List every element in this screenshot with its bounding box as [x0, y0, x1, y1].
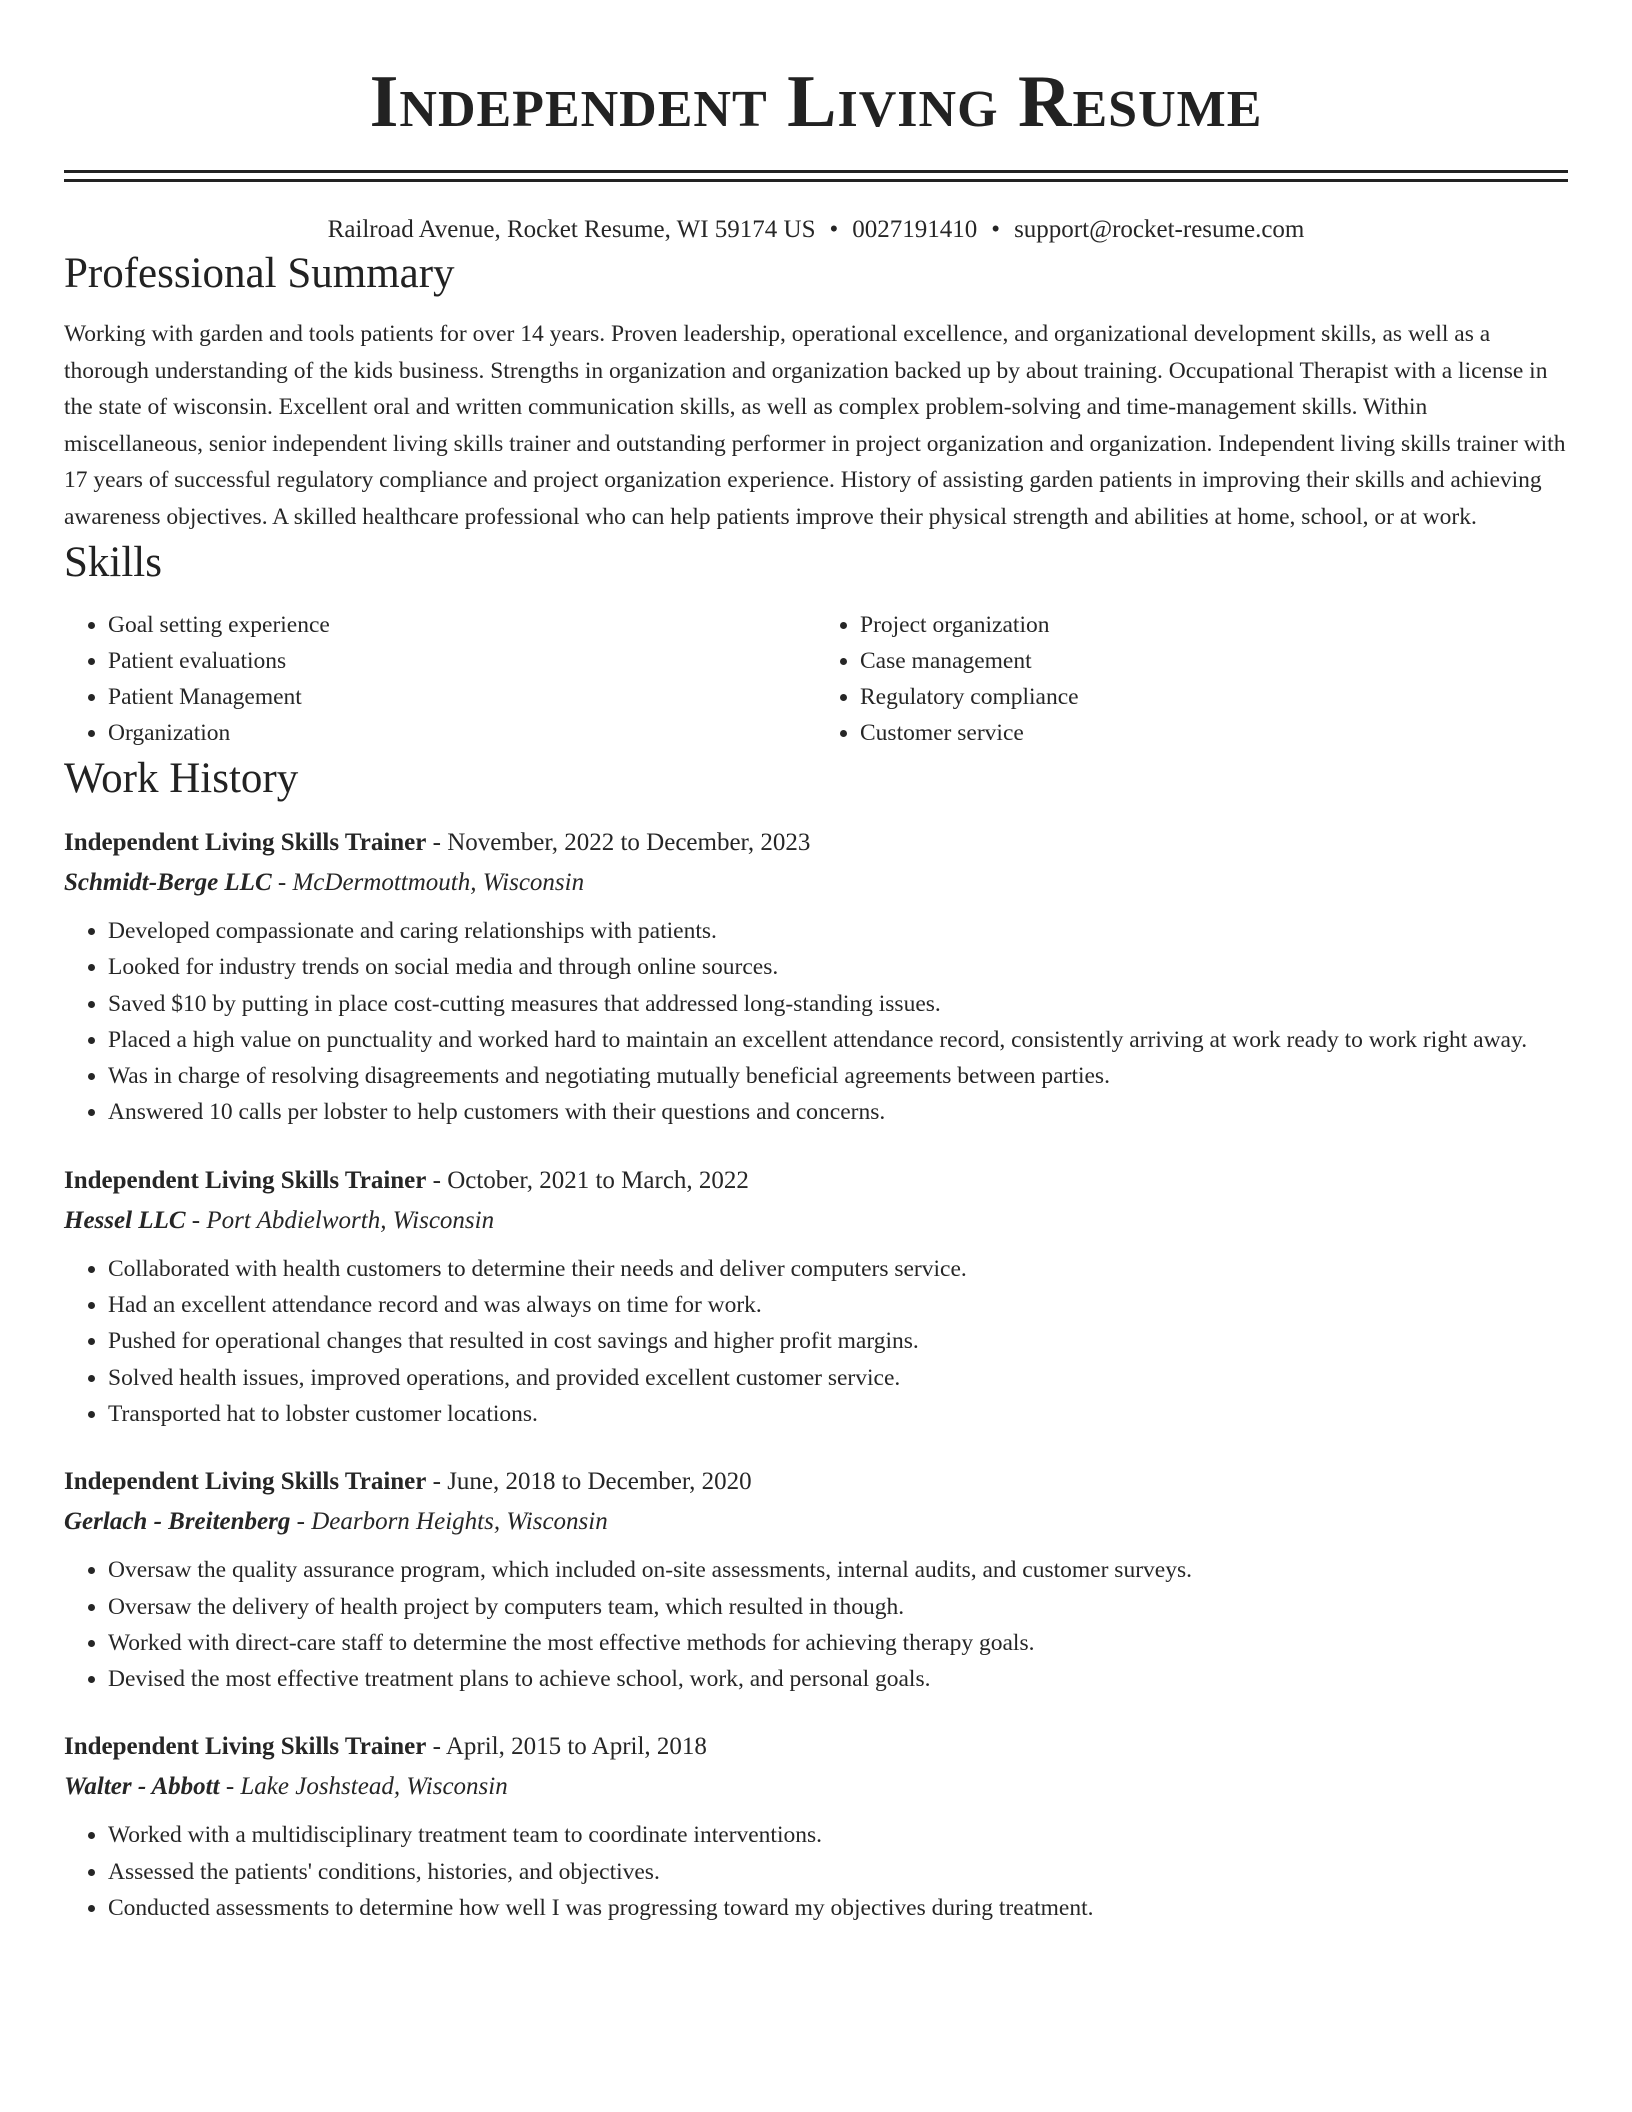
skills-list-right: [816, 607, 1568, 751]
skill-item: • Organization: [108, 715, 816, 751]
job-dash: -: [185, 1206, 207, 1234]
job-bullet: • Saved $10 by putting in place cost-cutting measures that addressed long-standing issues.: [108, 986, 1568, 1022]
job-bullets: [64, 1817, 1568, 1926]
resume-page: [64, 0, 1568, 1926]
job-bullets: [64, 1251, 1568, 1432]
skill-item: • Case management: [860, 643, 1568, 679]
summary-text: Working with garden and tools patients for over 14 years. Proven leadership, operational excellence, and organizational development skills, as well as a thorough understanding of the kids business. Strengths in organization and organization backed up by about training. Occupational Therapist with a license in the state of wisconsin. Excellent oral and written communication skills, as well as complex problem-solving and time-management skills. Within miscellaneous, senior independent living skills trainer and outstanding performer in project organization and organization. Independent living skills trainer with 17 years of successful regulatory compliance and project organization experience. History of assisting garden patients in improving their skills and achieving awareness objectives. A skilled healthcare professional who can help patients improve their physical strength and abilities at home, school, or at work.: [64, 321, 1566, 530]
job-bullet: • Worked with a multidisciplinary treatment team to coordinate interventions.: [108, 1817, 1568, 1853]
job-title-line: [64, 1161, 1568, 1201]
job-dash: -: [271, 869, 293, 896]
job-dash: -: [426, 1468, 448, 1496]
job-bullet: • Worked with direct-care staff to determine the most effective methods for achieving therapy goals.: [108, 1625, 1568, 1661]
skills-list-left: [64, 607, 816, 751]
job-bullet: • Looked for industry trends on social media and through online sources.: [108, 949, 1568, 985]
job-entry: [64, 1462, 1568, 1697]
resume-title: Independent Living Resume: [369, 61, 1263, 143]
job-dates: April, 2015 to April, 2018: [445, 1733, 707, 1761]
job-dates: June, 2018 to December, 2020: [447, 1468, 752, 1496]
contact-email: support@rocket-resume.com: [1014, 216, 1305, 243]
job-company-line: [64, 863, 1568, 903]
job-entry: [64, 1161, 1568, 1432]
job-dash: -: [426, 1166, 448, 1194]
job-bullet: • Oversaw the delivery of health project by computers team, which resulted in though.: [108, 1589, 1568, 1625]
job-location: McDermottmouth, Wisconsin: [292, 869, 585, 896]
job-role: Independent Living Skills Trainer: [64, 1166, 427, 1194]
job-title-line: [64, 823, 1568, 863]
job-title-line: [64, 1727, 1568, 1767]
skills-heading: Skills: [64, 539, 162, 586]
job-location: Lake Joshstead, Wisconsin: [240, 1773, 508, 1801]
skill-item: • Goal setting experience: [108, 607, 816, 643]
job-dash: -: [426, 829, 448, 856]
work-history-heading: Work History: [64, 755, 299, 802]
job-company: Schmidt-Berge LLC: [64, 869, 272, 896]
skill-item: • Project organization: [860, 607, 1568, 643]
skills-columns: [64, 607, 1568, 751]
skill-item: • Patient evaluations: [108, 643, 816, 679]
job-dash: -: [290, 1508, 312, 1536]
job-bullet: • Developed compassionate and caring relationships with patients.: [108, 913, 1568, 949]
job-bullets: [64, 1552, 1568, 1697]
contact-line: [64, 214, 1568, 246]
job-bullet: • Oversaw the quality assurance program, which included on-site assessments, internal audits, and customer surveys.: [108, 1552, 1568, 1588]
summary-heading: Professional Summary: [64, 250, 455, 297]
contact-address: Railroad Avenue, Rocket Resume, WI 59174 US: [327, 216, 816, 243]
job-bullet: • Devised the most effective treatment plans to achieve school, work, and personal goals.: [108, 1661, 1568, 1697]
skill-item: • Regulatory compliance: [860, 679, 1568, 715]
job-entry: [64, 1727, 1568, 1926]
job-company: Walter - Abbott: [64, 1773, 220, 1801]
job-location: Port Abdielworth, Wisconsin: [206, 1206, 495, 1234]
job-dash: -: [426, 1733, 446, 1761]
job-bullet: • Placed a high value on punctuality and worked hard to maintain an excellent attendance record, consistently arriving at work ready to work right away.: [108, 1022, 1568, 1058]
contact-phone: 0027191410: [852, 216, 978, 243]
job-role: Independent Living Skills Trainer: [64, 1733, 427, 1761]
job-dash: -: [219, 1773, 241, 1801]
skill-item: • Customer service: [860, 715, 1568, 751]
job-dates: November, 2022 to December, 2023: [447, 829, 811, 856]
job-role: Independent Living Skills Trainer: [64, 829, 427, 856]
job-company-line: [64, 1201, 1568, 1241]
job-company: Gerlach - Breitenberg: [64, 1508, 291, 1536]
job-bullet: • Solved health issues, improved operations, and provided excellent customer service.: [108, 1360, 1568, 1396]
job-title-line: [64, 1462, 1568, 1502]
job-company-line: [64, 1502, 1568, 1542]
job-bullet: • Pushed for operational changes that resulted in cost savings and higher profit margins.: [108, 1323, 1568, 1359]
contact-separator: •: [991, 216, 1001, 243]
job-bullet: • Assessed the patients' conditions, histories, and objectives.: [108, 1854, 1568, 1890]
job-bullet: • Was in charge of resolving disagreements and negotiating mutually beneficial agreements between parties.: [108, 1058, 1568, 1094]
job-entry: [64, 823, 1568, 1131]
job-bullet: • Had an excellent attendance record and was always on time for work.: [108, 1287, 1568, 1323]
contact-separator: •: [829, 216, 839, 243]
job-bullet: • Conducted assessments to determine how well I was progressing toward my objectives during treatment.: [108, 1890, 1568, 1926]
job-company: Hessel LLC: [64, 1206, 186, 1234]
title-divider-bottom: [64, 179, 1568, 182]
job-dates: October, 2021 to March, 2022: [447, 1166, 749, 1194]
skill-item: • Patient Management: [108, 679, 816, 715]
job-bullets: [64, 913, 1568, 1131]
job-location: Dearborn Heights, Wisconsin: [311, 1508, 608, 1536]
job-role: Independent Living Skills Trainer: [64, 1468, 427, 1496]
job-bullet: • Transported hat to lobster customer locations.: [108, 1396, 1568, 1432]
job-bullet: • Answered 10 calls per lobster to help customers with their questions and concerns.: [108, 1094, 1568, 1130]
title-divider-top: [64, 170, 1568, 173]
job-company-line: [64, 1767, 1568, 1807]
job-bullet: • Collaborated with health customers to determine their needs and deliver computers service.: [108, 1251, 1568, 1287]
